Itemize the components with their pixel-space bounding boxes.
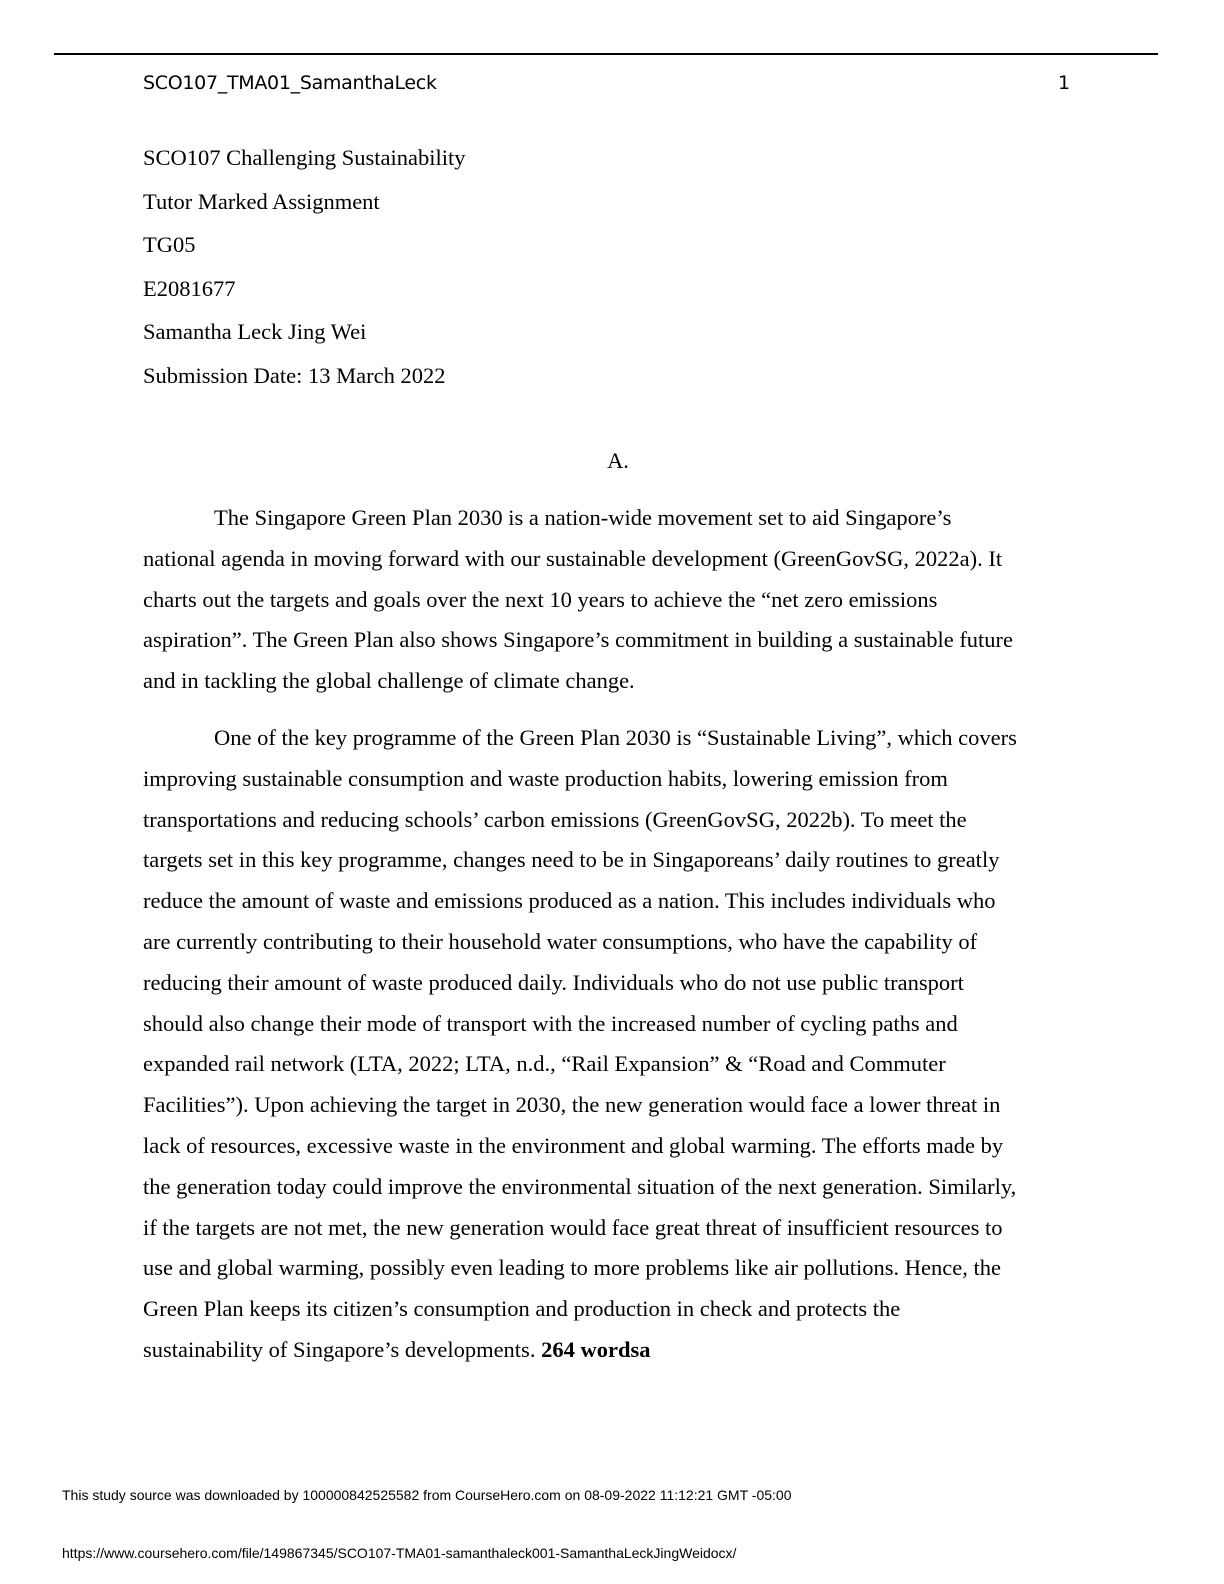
paragraph-line: targets set in this key programme, changes need to be in Singaporeans’ daily routines to greatly	[143, 847, 1000, 873]
paragraph-line: One of the key programme of the Green Plan 2030 is “Sustainable Living”, which covers	[214, 725, 1017, 750]
paragraph-line: if the targets are not met, the new generation would face great threat of insufficient resources to	[143, 1214, 1003, 1240]
tutorial-group: TG05	[143, 232, 196, 257]
paragraph-line: improving sustainable consumption and waste production habits, lowering emission from	[143, 765, 948, 791]
paragraph-line: Facilities”). Upon achieving the target in 2030, the new generation would face a lower threat in	[143, 1092, 1001, 1118]
paragraph-line: transportations and reducing schools’ carbon emissions (GreenGovSG, 2022b). To meet the	[143, 806, 967, 832]
paragraph-line: and in tackling the global challenge of climate change.	[143, 668, 635, 694]
assignment-type: Tutor Marked Assignment	[143, 188, 380, 214]
source-url: https://www.coursehero.com/file/149867345/SCO107-TMA01-samanthaleck001-SamanthaLeckJingWeidocx/	[62, 1545, 737, 1561]
paragraph-line: national agenda in moving forward with our sustainable development (GreenGovSG, 2022a). It	[143, 545, 1003, 571]
paragraph-line: charts out the targets and goals over the next 10 years to achieve the “net zero emissions	[143, 586, 938, 612]
paragraph-line: The Singapore Green Plan 2030 is a nation-wide movement set to aid Singapore’s	[214, 505, 952, 530]
paragraph-line: sustainability of Singapore’s developments.	[143, 1336, 542, 1362]
paragraph-2	[143, 718, 1067, 1371]
header-rule	[54, 53, 1158, 55]
paragraph-line: lack of resources, excessive waste in the environment and global warming. The efforts made by	[143, 1132, 1004, 1158]
paragraph-last-line	[143, 1330, 1067, 1371]
submission-date: Submission Date: 13 March 2022	[143, 362, 446, 388]
paragraph-line: use and global warming, possibly even leading to more problems like air pollutions. Hence, the	[143, 1255, 1001, 1281]
paragraph-line: aspiration”. The Green Plan also shows Singapore’s commitment in building a sustainable future	[143, 627, 1014, 653]
paragraph-line: reduce the amount of waste and emissions produced as a nation. This includes individuals who	[143, 888, 996, 914]
paragraph-line: Green Plan keeps its citizen’s consumption and production in check and protects the	[143, 1296, 901, 1322]
page-number: 1	[1058, 72, 1071, 94]
student-id: E2081677	[143, 275, 236, 301]
paragraph-line: the generation today could improve the environmental situation of the next generation. Similarly,	[143, 1173, 1017, 1199]
paragraph-line: reducing their amount of waste produced daily. Individuals who do not use public transport	[143, 969, 964, 995]
student-name: Samantha Leck Jing Wei	[143, 319, 367, 344]
section-heading: A.	[607, 448, 629, 473]
paragraph-line: expanded rail network (LTA, 2022; LTA, n.d., “Rail Expansion” & “Road and Commuter	[143, 1051, 946, 1077]
paragraph-line: are currently contributing to their household water consumptions, who have the capability of	[143, 928, 978, 954]
word-count: 264 wordsa	[541, 1336, 651, 1362]
paragraph-1	[143, 498, 1067, 702]
title-block	[143, 140, 466, 401]
paragraph-line: should also change their mode of transport with the increased number of cycling paths and	[143, 1010, 958, 1036]
course-title: SCO107 Challenging Sustainability	[143, 145, 466, 170]
running-head: SCO107_TMA01_SamanthaLeck	[143, 72, 437, 94]
download-source-note: This study source was downloaded by 100000842525582 from CourseHero.com on 08-09-2022 11:12:21 GMT -05:00	[62, 1487, 792, 1503]
